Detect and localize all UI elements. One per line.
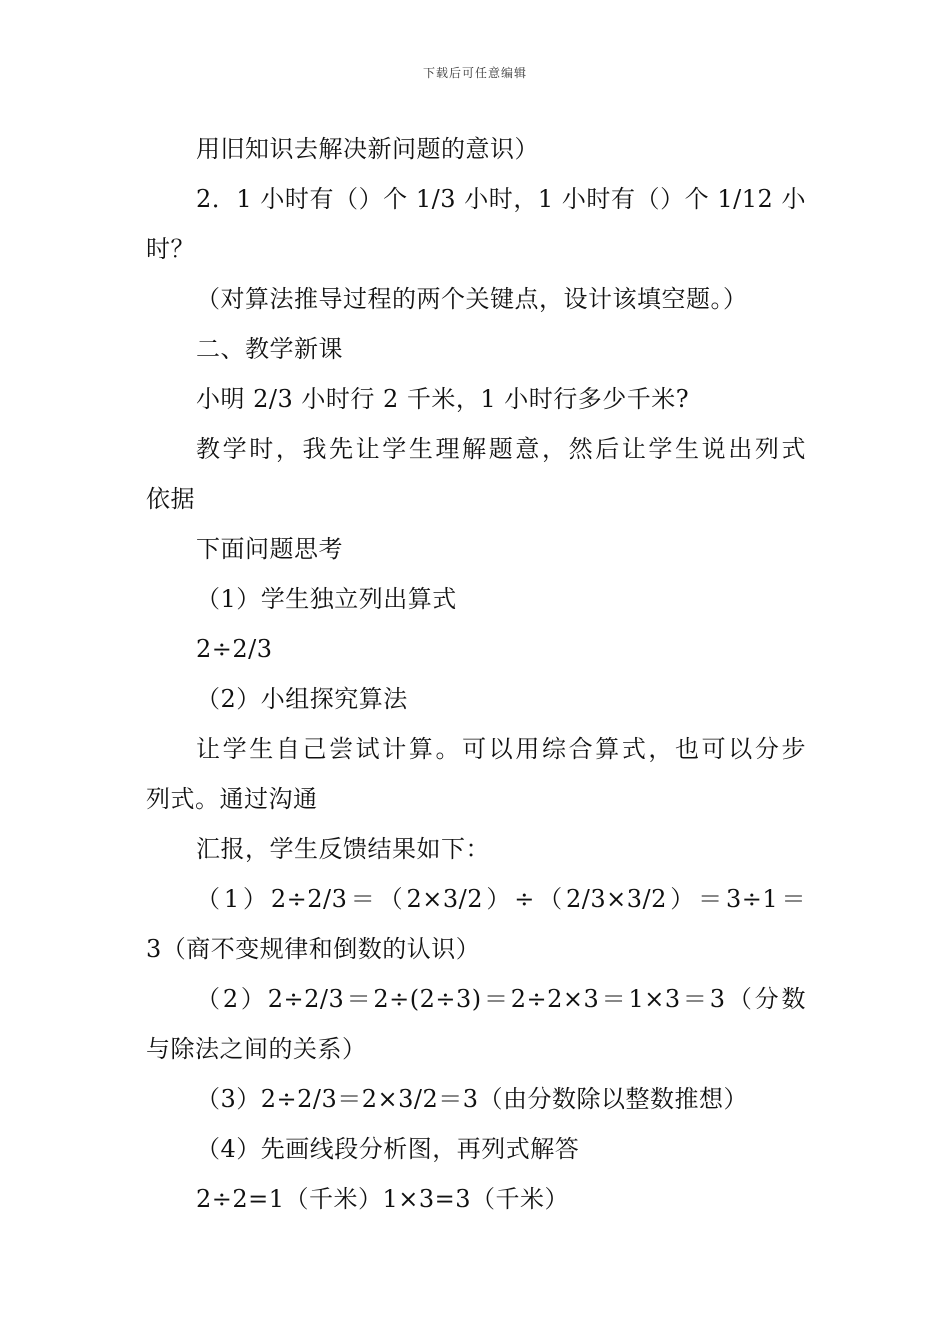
formula-line: 2÷2/3 — [196, 635, 273, 663]
text-line: 与除法之间的关系） — [146, 1035, 367, 1063]
text-line: 下面问题思考 — [196, 535, 343, 563]
text-line: 3（商不变规律和倒数的认识） — [146, 935, 481, 963]
text-line: 教学时，我先让学生理解题意，然后让学生说出列式 — [196, 435, 806, 463]
formula-line: （3）2÷2/3＝2×3/2＝3（由分数除以整数推想） — [196, 1085, 749, 1113]
text-line: 2．1 小时有（）个 1/3 小时，1 小时有（）个 1/12 小 — [196, 185, 806, 213]
formula-line: （1）2÷2/3＝（2×3/2）÷（2/3×3/2）＝3÷1＝ — [196, 885, 806, 913]
text-line: 小明 2/3 小时行 2 千米，1 小时行多少千米? — [196, 385, 690, 413]
text-line: 时？ — [146, 235, 195, 263]
text-line: 汇报，学生反馈结果如下： — [196, 835, 490, 863]
formula-line: （2）2÷2/3＝2÷(2÷3)＝2÷2×3＝1×3＝3（分数 — [196, 985, 806, 1013]
text-line: （2）小组探究算法 — [196, 685, 408, 713]
page-header: 下载后可任意编辑 — [422, 66, 527, 80]
text-line: 用旧知识去解决新问题的意识） — [196, 135, 539, 163]
text-line: 依据 — [146, 485, 195, 513]
section-heading: 二、教学新课 — [196, 335, 343, 363]
text-line: （对算法推导过程的两个关键点，设计该填空题。） — [196, 285, 748, 313]
formula-line: 2÷2=1（千米）1×3=3（千米） — [196, 1185, 570, 1213]
text-line: （4）先画线段分析图，再列式解答 — [196, 1135, 580, 1163]
text-line: 列式。通过沟通 — [146, 785, 318, 813]
text-line: （1）学生独立列出算式 — [196, 585, 457, 613]
text-line: 让学生自己尝试计算。可以用综合算式，也可以分步 — [196, 735, 806, 763]
